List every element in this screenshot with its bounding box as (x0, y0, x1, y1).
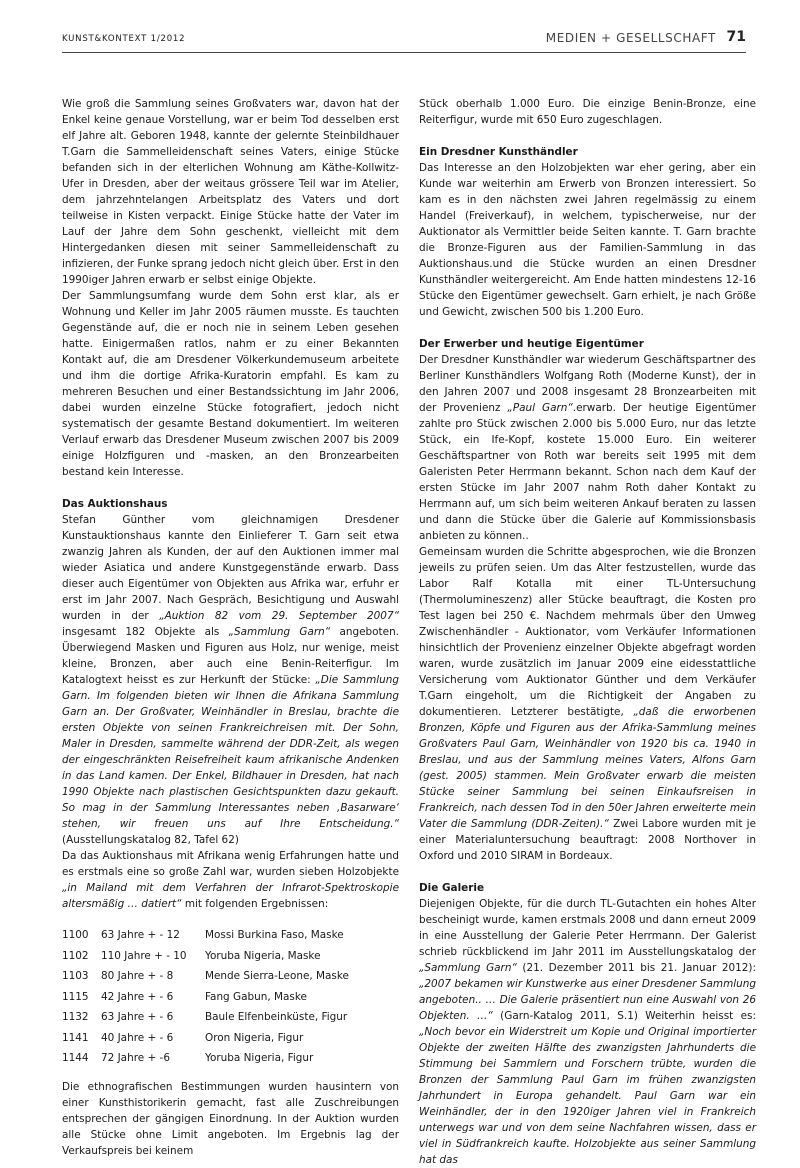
gallery-quote: „Noch bevor ein Widerstreit um Kopie und Original importierter Objekte der zweiten Hälfte des zwanzigsten Jahrhunderts die Stimmung bei Sammlern und Forschern trübte, wurden die Bronzen der Sammlung Paul Garn im frühen zwanzigsten Jahrhundert in Europa gehandelt. Paul Garn war ein Weinhändler, der in den 1920iger Jahren viel in Frankreich unterwegs war und von dem seine Nachfahren wissen, dass er viel in Südfrankreich kaufte. Holzobjekte aus seiner Sammlung hat das (419, 1026, 756, 1166)
paragraph: Diejenigen Objekte, für die durch TL-Gutachten ein hohes Alter bescheinigt wurde, kamen erstmals 2008 und dann erneut 2009 in eine Ausstellung der Galerie Peter Herrmann. Der Galerist schrieb rückblickend im Jahr 2011 im Ausstellungskatalog der „Sammlung Garn“ (21. Dezember 2011 bis 21. Januar 2012):„2007 bekamen wir Kunstwerke aus einer Dresdener Sammlung angeboten.. … Die Galerie präsentiert nun eine Auswahl von 26 Objekten. …“ (Garn-Katalog 2011, S.1) Weiterhin heisst es: „Noch bevor ein Widerstreit um Kopie und Original importierter Objekte der zweiten Hälfte des zwanzigsten Jahrhunderts die Stimmung bei Sammlern und Forschern trübte, wurden die Bronzen der Sammlung Paul Garn im frühen zwanzigsten Jahrhundert in Europa gehandelt. Paul Garn war ein Weinhändler, der in den 1920iger Jahren viel in Frankreich unterwegs war und von dem seine Nachfahren wissen, dass er viel in Südfrankreich kaufte. Holzobjekte aus seiner Sammlung hat das (419, 898, 756, 1166)
right-column (419, 96, 756, 1168)
left-column (62, 96, 399, 1159)
section-heading-kunsthaendler: Ein Dresdner Kunsthändler (419, 146, 578, 158)
paragraph: Gemeinsam wurden die Schritte abgesprochen, wie die Bronzen jeweils zu prüfen seien. Um das Alter festzustellen, wurde das Labor Ralf Kotalla mit einer TL-Untersuchung (Thermolumineszenz) aller Stücke beauftragt, die Kosten pro Test lagen bei 250 €. Nachdem mehrmals über den Umweg Zwischenhändler - Auktionator, vom Verkäufer Informationen hinsichtlich der Provenienz einzelner Objekte abgefragt worden waren, wurde zusätzlich im Januar 2009 eine eidesstattliche Versicherung vom Auktionator Günther und dem Verkäufer T.Garn eingeholt, um die Richtigkeit der Angaben zu dokumentieren. Letzterer bestätigte, „daß die erworbenen Bronzen, Köpfe und Figuren aus der Afrika-Sammlung meines Großvaters Paul Garn, Weinhändler von 1920 bis ca. 1940 in Breslau, und aus der Sammlung meines Vaters, Alfons Garn (gest. 2005) stammen. Mein Großvater erwarb die meisten Stücke seiner Sammlung bei seinen Einkaufsreisen in Frankreich, nach dessen Tod in den 50er Jahren erweiterte mein Vater die Sammlung (DDR-Zeiten).“ Zwei Labore wurden mit je einer Materialuntersuchung beauftragt: 2008 Northover in Oxford und 2010 SIRAM in Bordeaux. (419, 546, 756, 862)
paragraph: Der Sammlungsumfang wurde dem Sohn erst klar, als er Wohnung und Keller im Jahr 2005 räumen musste. Es tauchten Gegenstände auf, die er noch nie in seinem Leben gesehen hatte. Einigermaßen ratlos, nahm er zu einer Bekannten Kontakt auf, die am Dresdener Völkerkundemuseum arbeitete und ihm die dortige Afrika-Kuratorin empfahl. Es kam zu mehreren Besuchen und einer Bestandssichtung im Jahr 2006, dabei wurden einzelne Stücke fotografiert, jedoch nicht systematisch der gesamte Bestand dokumentiert. Im weiteren Verlauf erwarb das Dresdener Museum zwischen 2007 bis 2009 einige Holzfiguren und -masken, an den Bronzearbeiten bestand kein Interesse. (62, 290, 399, 478)
section-heading-auktionshaus: Das Auktionshaus (62, 498, 168, 510)
paragraph: Stefan Günther vom gleichnamigen Dresdener Kunstauktionshaus kannte den Einlieferer T. Garn seit etwa zwanzig Jahren als Kunden, der auf den Auktionen immer mal wieder Asiatica und andere Kunstgegenstände erwarb. Dass dieser auch Eigentümer von Objekten aus Afrika war, erfuhr er erst im Jahr 2007. Nach Gespräch, Besichtigung und Auswahl wurden in der „Auktion 82 vom 29. September 2007“ insgesamt 182 Objekte als „Sammlung Garn“ angeboten. Überwiegend Masken und Figuren aus Holz, nur wenige, meist kleine, Bronzen, aber auch eine Benin-Reiterfigur. Im Katalogtext heisst es zur Herkunft der Stücke: „Die Sammlung Garn. Im folgenden bieten wir Ihnen die Afrikana Sammlung Garn an. Der Großvater, Weinhändler in Breslau, brachte die ersten Objekte von seinen Frankreichreisen mit. Der Sohn, Maler in Dresden, sammelte während der DDR-Zeit, als wegen der eingeschränkten Reisefreiheit kaum afrikanische Andenken in das Land kamen. Der Enkel, Bildhauer in Dresden, hat nach 1990 Objekte nach plastischen Gesichtspunkten dazu gekauft. So mag in der Sammlung Interessantes neben ‚Basarware‘ stehen, wir freuen uns auf Ihre Entscheidung.“ (Ausstellungskatalog 82, Tafel 62) (62, 514, 400, 846)
table-row: 1103 80 Jahre + - 8 Mende Sierra-Leone, Maske (62, 970, 349, 983)
paragraph: Stück oberhalb 1.000 Euro. Die einzige Benin-Bronze, eine Reiterfigur, wurde mit 650 Euro zugeschlagen. (419, 98, 756, 126)
catalog-quote: „Die Sammlung Garn. Im folgenden bieten wir Ihnen die Afrikana Sammlung Garn an. Der Großvater, Weinhändler in Breslau, brachte die ersten Objekte von seinen Frankreichreisen mit. Der Sohn, Maler in Dresden, sammelte während der DDR-Zeit, als wegen der eingeschränkten Reisefreiheit kaum afrikanische Andenken in das Land kamen. Der Enkel, Bildhauer in Dresden, hat nach 1990 Objekte nach plastischen Gesichtspunkten dazu gekauft. So mag in der Sammlung Interessantes neben ‚Basarware‘ stehen, wir freuen uns auf Ihre Entscheidung.“ (62, 674, 399, 830)
paragraph: Die ethnografischen Bestimmungen wurden hausintern von einer Kunsthistorikerin gemacht, fast alle Zuschreibungen entsprechen der gängigen Einordnung. In der Auktion wurden alle Stücke ohne Limit angeboten. Im Ergebnis lag der Verkaufspreis bei keinem (62, 1080, 399, 1157)
dating-results-table (62, 925, 349, 1069)
paragraph: Da das Auktionshaus mit Afrikana wenig Erfahrungen hatte und es erstmals eine so große Zahl war, wurden sieben Holzobjekte „in Mailand mit dem Verfahren der Infrarot-Spektroskopie altersmäßig … datiert“ mit folgenden Ergebnissen: (62, 850, 399, 910)
paragraph: Der Dresdner Kunsthändler war wiederum Geschäftspartner des Berliner Kunsthändlers Wolfgang Roth (Moderne Kunst), der in den Jahren 2007 und 2008 insgesamt 28 Bronzearbeiten mit der Provenienz „Paul Garn“.erwarb. Der heutige Eigentümer zahlte pro Stück zwischen 2.000 bis 5.000 Euro, nur das letzte Stück, ein Ife-Kopf, kostete 15.000 Euro. Ein weiterer Geschäftspartner von Roth war bereits seit 1995 mit dem Galeristen Peter Herrmann bekannt. Schon nach dem Kauf der ersten Stücke im Jahr 2007 nahm Roth daher Kontakt zu Herrmann auf, um sich beim weiteren Ankauf beraten zu lassen und dann die Stücke über die Galerie auf Kommissionsbasis anbieten zu können.. (419, 354, 756, 542)
section-heading-galerie: Die Galerie (419, 882, 485, 894)
affidavit-quote: „daß die erworbenen Bronzen, Köpfe und Figuren aus der Afrika-Sammlung meines Großvaters Paul Garn, Weinhändler von 1920 bis ca. 1940 in Breslau, und aus der Sammlung meines Vaters, Alfons Garn (gest. 2005) stammen. Mein Großvater erwarb die meisten Stücke seiner Sammlung bei seinen Einkaufsreisen in Frankreich, nach dessen Tod in den 50er Jahren erweiterte mein Vater die Sammlung (DDR-Zeiten).“ (419, 706, 756, 830)
table-row: 1102 110 Jahre + - 10 Yoruba Nigeria, Maske (62, 949, 321, 962)
page-number: 71 (726, 29, 746, 45)
table-row: 1144 72 Jahre + -6 Yoruba Nigeria, Figur (62, 1052, 314, 1065)
table-row: 1115 42 Jahre + - 6 Fang Gabun, Maske (62, 990, 307, 1003)
running-header (62, 28, 746, 53)
paragraph: Wie groß die Sammlung seines Großvaters war, davon hat der Enkel keine genaue Vorstellung, war er beim Tod desselben erst elf Jahre alt. Geboren 1948, kannte der gelernte Steinbildhauer T.Garn die Sammelleidenschaft seines Vaters, einige Stücke befanden sich in der elterlichen Wohnung am Käthe-Kollwitz-Ufer in Dresden, aber der weitaus grössere Teil war im Atelier, dem jahrzehntelangen Arbeitsplatz des Vaters und dort teilweise in Kisten verpackt. Einige Stücke hatte der Vater im Lauf der Jahre dem Sohn geschenkt, vielleicht mit dem Hintergedanken diesen mit seiner Sammelleidenschaft zu infizieren, der Funke sprang jedoch nicht gleich über. Erst in den 1990iger Jahren erwarb er selbst einige Objekte. (62, 98, 399, 286)
table-row: 1132 63 Jahre + - 6 Baule Elfenbeinküste, Figur (62, 1011, 348, 1024)
section-heading-erwerber: Der Erwerber und heutige Eigentümer (419, 338, 644, 350)
journal-name: KUNST&KONTEXT 1/2012 (62, 34, 186, 44)
table-row: 1141 40 Jahre + - 6 Oron Nigeria, Figur (62, 1031, 304, 1044)
section-title: MEDIEN + GESELLSCHAFT (545, 31, 716, 45)
table-row: 1100 63 Jahre + - 12 Mossi Burkina Faso, Maske (62, 929, 344, 942)
paragraph: Das Interesse an den Holzobjekten war eher gering, aber ein Kunde war weiterhin am Erwerb von Bronzen interessiert. So kam es in den nächsten zwei Jahren regelmässig zu einem Handel (Freiverkauf), in welchem, typischerweise, nur der Auktionator als Vermittler beide Seiten kannte. T. Garn brachte die Bronze-Figuren aus der Familien-Sammlung in das Auktionshaus.und die Stücke wurden an einen Dresdner Kunsthändler weitergereicht. Am Ende hatten mindestens 12-16 Stücke den Eigentümer gewechselt. Garn erhielt, je nach Größe und Gewicht, zwischen 500 bis 1.200 Euro. (419, 162, 756, 318)
